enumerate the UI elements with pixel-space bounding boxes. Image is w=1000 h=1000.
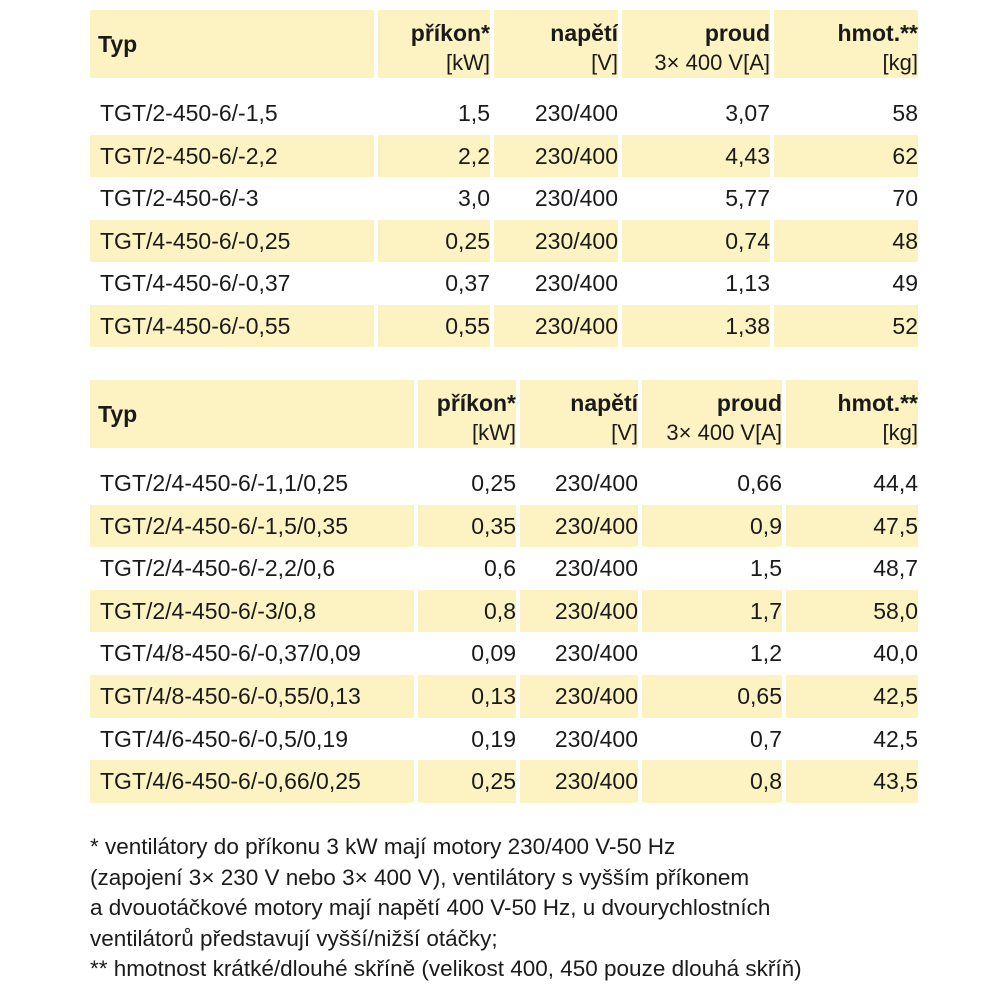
table-row (90, 177, 918, 220)
cell-napeti: 230/400 (494, 305, 618, 348)
table-row (90, 135, 918, 178)
cell-typ: TGT/4/6-450-6/-0,66/0,25 (90, 760, 414, 803)
cell-napeti: 230/400 (534, 100, 618, 126)
cell-hmot: 49 (892, 270, 918, 296)
cell-typ: TGT/2-450-6/-1,5 (100, 100, 278, 126)
header-prikon-unit: [kW] (472, 420, 516, 445)
cell-proud: 0,7 (750, 725, 782, 752)
spec-table-1 (86, 10, 922, 347)
header-prikon-unit: [kW] (446, 50, 490, 75)
cell-typ: TGT/2/4-450-6/-3/0,8 (90, 590, 414, 633)
cell-napeti: 230/400 (534, 270, 618, 296)
header-proud (642, 380, 782, 448)
cell-proud: 1,13 (725, 270, 770, 296)
cell-proud: 1,38 (622, 305, 770, 348)
cell-prikon: 0,6 (484, 555, 516, 582)
table-row (90, 505, 918, 548)
header-hmot (786, 380, 918, 448)
cell-proud: 1,5 (750, 555, 782, 582)
footnote (90, 832, 970, 985)
cell-napeti: 230/400 (520, 760, 638, 803)
cell-typ: TGT/2/4-450-6/-1,5/0,35 (90, 505, 414, 548)
cell-prikon: 0,13 (418, 675, 516, 718)
cell-proud: 3,07 (725, 100, 770, 126)
cell-proud: 0,8 (642, 760, 782, 803)
cell-hmot: 47,5 (786, 505, 918, 548)
cell-typ: TGT/2-450-6/-2,2 (90, 135, 374, 178)
cell-hmot: 58 (892, 100, 918, 126)
cell-prikon: 0,25 (418, 760, 516, 803)
header-hmot-label: hmot.** (837, 20, 918, 46)
cell-napeti: 230/400 (520, 590, 638, 633)
cell-prikon: 0,25 (378, 220, 490, 263)
header-proud-unit: 3× 400 V[A] (654, 50, 770, 75)
cell-typ: TGT/4/8-450-6/-0,37/0,09 (100, 640, 361, 667)
cell-prikon: 0,09 (471, 640, 516, 667)
cell-proud: 1,7 (642, 590, 782, 633)
cell-typ: TGT/4-450-6/-0,37 (100, 270, 291, 296)
cell-hmot: 42,5 (786, 675, 918, 718)
table-row (90, 632, 918, 675)
header-proud-label: proud (704, 20, 770, 46)
cell-hmot: 52 (774, 305, 918, 348)
table-row (90, 305, 918, 348)
header-hmot-unit: [kg] (882, 420, 918, 445)
table-row (90, 718, 918, 761)
cell-proud: 0,9 (642, 505, 782, 548)
cell-typ: TGT/4-450-6/-0,25 (90, 220, 374, 263)
cell-napeti: 230/400 (494, 135, 618, 178)
cell-proud: 1,2 (750, 640, 782, 667)
header-prikon-label: příkon* (410, 20, 490, 46)
cell-napeti: 230/400 (520, 505, 638, 548)
cell-hmot: 62 (774, 135, 918, 178)
header-typ-label: Typ (98, 400, 138, 427)
cell-napeti: 230/400 (554, 470, 638, 496)
cell-hmot: 58,0 (786, 590, 918, 633)
table-row (90, 760, 918, 803)
cell-napeti: 230/400 (494, 220, 618, 263)
cell-prikon: 0,8 (418, 590, 516, 633)
cell-typ: TGT/4/6-450-6/-0,5/0,19 (100, 725, 349, 752)
cell-prikon: 0,19 (471, 725, 516, 752)
cell-proud: 0,66 (737, 470, 782, 496)
table-row (90, 462, 918, 505)
cell-napeti: 230/400 (554, 555, 638, 582)
cell-proud: 0,65 (642, 675, 782, 718)
cell-hmot: 43,5 (786, 760, 918, 803)
cell-prikon: 0,37 (445, 270, 490, 296)
header-typ (90, 380, 414, 448)
header-napeti (494, 10, 618, 78)
header-napeti-unit: [V] (611, 420, 638, 445)
table-row (90, 220, 918, 263)
footnote-line: (zapojení 3× 230 V nebo 3× 400 V), ventilátory s vyšším příkonem (90, 864, 750, 890)
cell-hmot: 42,5 (873, 725, 918, 752)
table-row (90, 675, 918, 718)
table-row (90, 547, 918, 590)
table-row (90, 590, 918, 633)
cell-proud: 5,77 (725, 185, 770, 211)
footnote-line: ventilátorů představují vyšší/nižší otáčky; (90, 925, 498, 951)
cell-hmot: 44,4 (873, 470, 918, 496)
header-prikon (418, 380, 516, 448)
table-row (90, 262, 918, 305)
header-prikon-label: příkon* (436, 390, 516, 416)
footnote-line: ** hmotnost krátké/dlouhé skříně (velikost 400, 450 pouze dlouhá skříň) (90, 956, 802, 982)
cell-proud: 4,43 (622, 135, 770, 178)
cell-prikon: 3,0 (458, 185, 490, 211)
cell-prikon: 0,35 (418, 505, 516, 548)
spec-table-2 (86, 380, 922, 803)
footnote-line: * ventilátory do příkonu 3 kW mají motory 230/400 V-50 Hz (90, 834, 676, 859)
header-proud (622, 10, 770, 78)
cell-hmot: 70 (892, 185, 918, 211)
footnote-line: a dvouotáčkové motory mají napětí 400 V-50 Hz, u dvourychlostních (90, 895, 771, 921)
cell-prikon: 2,2 (378, 135, 490, 178)
cell-proud: 0,74 (622, 220, 770, 263)
cell-typ: TGT/2/4-450-6/-2,2/0,6 (100, 555, 336, 582)
header-napeti-label: napětí (570, 390, 638, 416)
header-napeti-label: napětí (550, 20, 618, 46)
cell-napeti: 230/400 (534, 185, 618, 211)
cell-hmot: 40,0 (873, 640, 918, 667)
header-typ-label: Typ (98, 30, 138, 57)
cell-typ: TGT/2/4-450-6/-1,1/0,25 (100, 470, 349, 496)
header-typ (90, 10, 374, 78)
cell-prikon: 1,5 (458, 100, 490, 126)
header-hmot-label: hmot.** (837, 390, 918, 416)
cell-napeti: 230/400 (554, 725, 638, 752)
header-proud-unit: 3× 400 V[A] (666, 420, 782, 445)
cell-typ: TGT/4-450-6/-0,55 (90, 305, 374, 348)
cell-prikon: 0,55 (378, 305, 490, 348)
cell-hmot: 48 (774, 220, 918, 263)
cell-prikon: 0,25 (471, 470, 516, 496)
table-header (90, 380, 918, 448)
header-proud-label: proud (716, 390, 782, 416)
header-napeti (520, 380, 638, 448)
cell-hmot: 48,7 (873, 555, 918, 582)
header-hmot-unit: [kg] (882, 50, 918, 75)
table-header (90, 10, 918, 78)
header-hmot (774, 10, 918, 78)
cell-typ: TGT/4/8-450-6/-0,55/0,13 (90, 675, 414, 718)
header-napeti-unit: [V] (591, 50, 618, 75)
cell-napeti: 230/400 (520, 675, 638, 718)
cell-typ: TGT/2-450-6/-3 (100, 185, 259, 211)
table-row (90, 92, 918, 135)
header-prikon (378, 10, 490, 78)
cell-napeti: 230/400 (554, 640, 638, 667)
